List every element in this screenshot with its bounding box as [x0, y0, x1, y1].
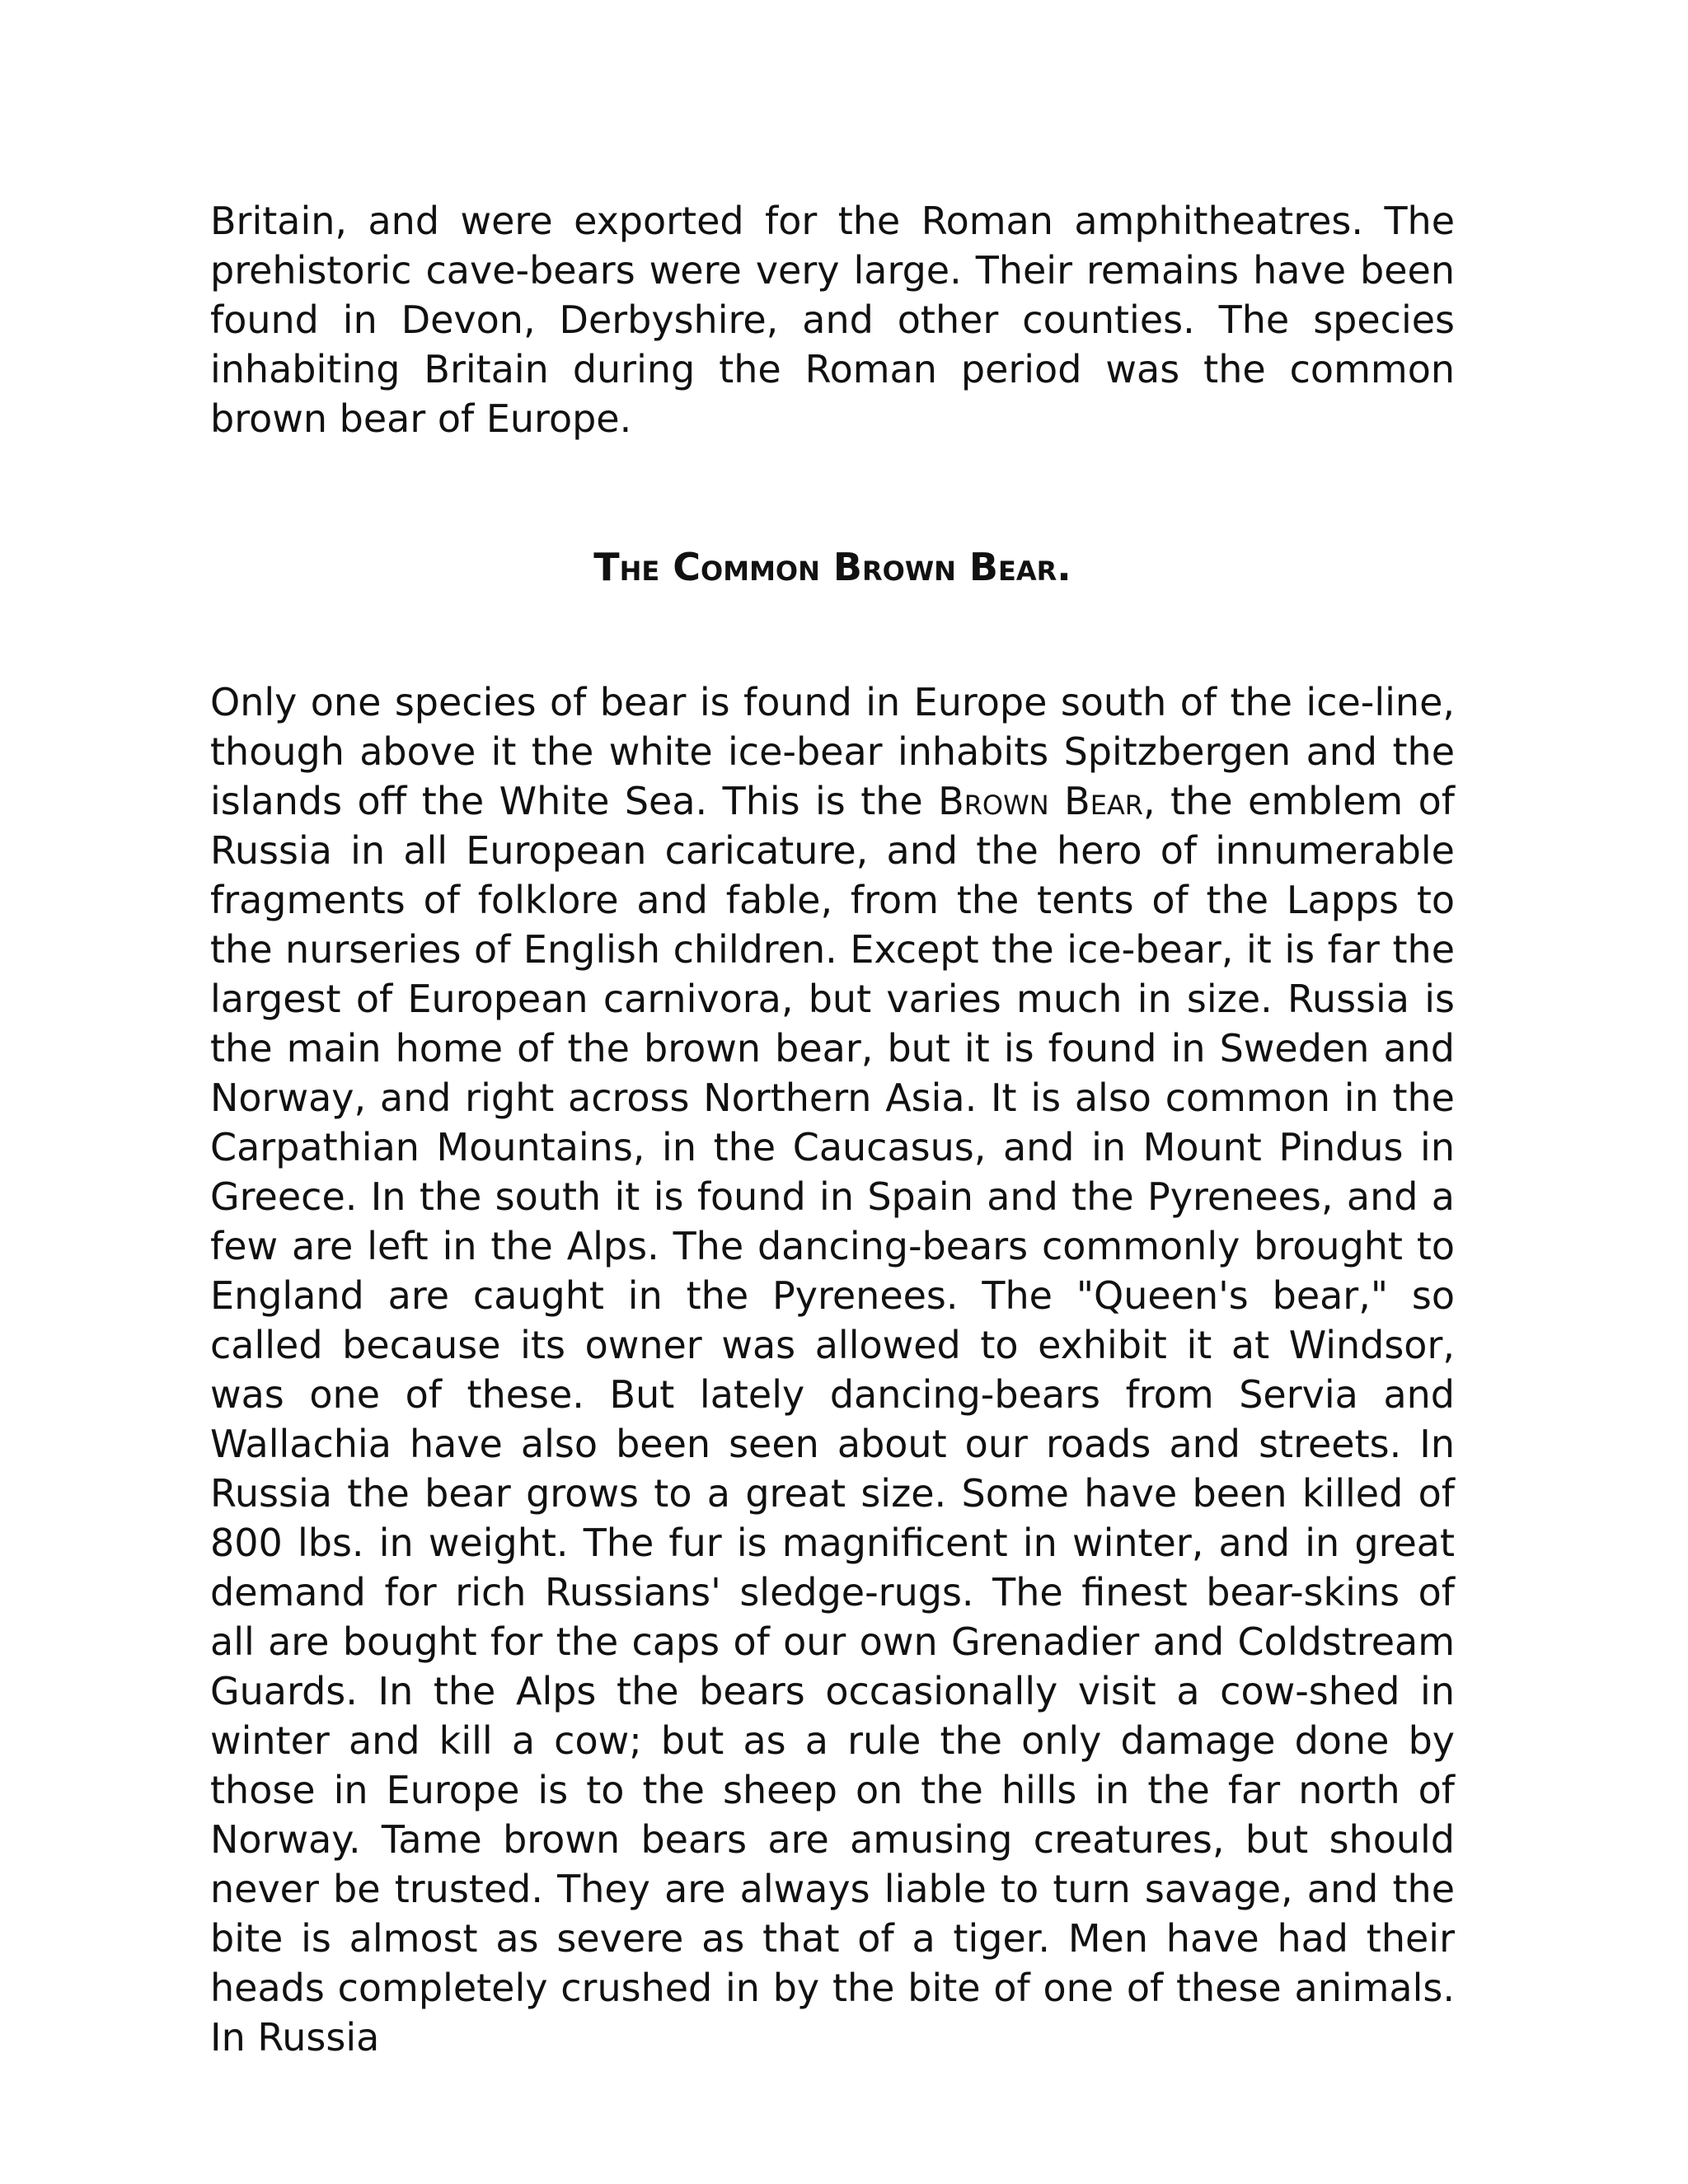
- section-heading: The Common Brown Bear.: [593, 545, 1071, 589]
- paragraph-text-rest: , the emblem of Russia in all European caricature, and the hero of innumerable fragments of folklore and fable, from the tents of the Lapps to the nurseries of English children. Except the ice-bear, it is far the largest of European carnivora, but varies much in size. Russia is the main home of the brown bear, but it is found in Sweden and Norway, and right across Northern Asia. It is also common in the Carpathian Mountains, in the Caucasus, and in Mount Pindus in Greece. In the south it is found in Spain and the Pyrenees, and a few are left in the Alps. The dancing-bears commonly brought to England are caught in the Pyrenees. The "Queen's bear," so called because its owner was allowed to exhibit it at Windsor, was one of these. But lately dancing-bears from Servia and Wallachia have also been seen about our roads and streets. In Russia the bear grows to a great size. Some have been killed of 800 lbs. in weight. The fur is magnificent in winter, and in great demand for rich Russians' sledge-rugs. The finest bear-skins of all are bought for the caps of our own Grenadier and Coldstream Guards. In the Alps the bears occasionally visit a cow-shed in winter and kill a cow; but as a rule the only damage done by those in Europe is to the sheep on the hills in the far north of Norway. Tame brown bears are amusing creatures, but should never be trusted. They are always liable to turn savage, and the bite is almost as severe as that of a tiger. Men have had their heads completely crushed in by the bite of one of these animals. In Russia: [210, 779, 1455, 2060]
- brown-bear-emphasis: Brown Bear: [938, 779, 1144, 823]
- paragraph-brown-bear: [210, 677, 1455, 2062]
- paragraph-roman-bears: Britain, and were exported for the Roman amphitheatres. The prehistoric cave-bears were very large. Their remains have been found in Devon, Derbyshire, and other counties. The species inhabiting Britain during the Roman period was the common brown bear of Europe.: [210, 199, 1455, 441]
- document-page: [210, 196, 1455, 2062]
- paragraph-text-start: Only one species of bear is found in Europe south of the ice-line, though above it the white ice-bear inhabits Spitzbergen and the islands off the White Sea. This is the: [210, 680, 1455, 823]
